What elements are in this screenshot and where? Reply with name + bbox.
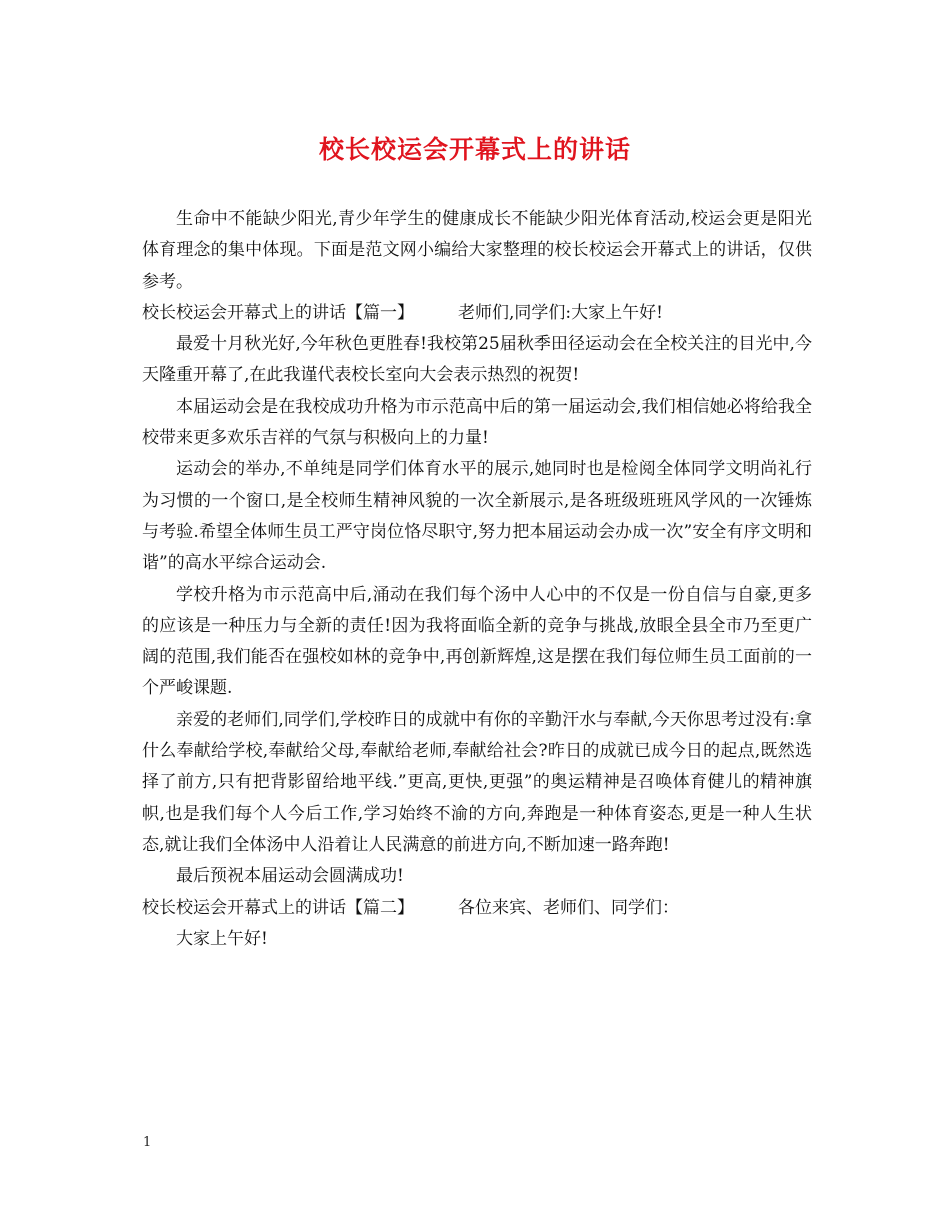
section-1-line (142, 298, 812, 329)
body-paragraph: 最爱十月秋光好,今年秋色更胜春!我校第25届秋季田径运动会在全校关注的目光中,今天隆重开幕了,在此我谨代表校长室向大会表示热烈的祝贺! (142, 334, 812, 386)
section-2-line (142, 893, 812, 924)
section-2-heading: 校长校运会开幕式上的讲话【篇二】 (142, 897, 414, 918)
section-1-heading: 校长校运会开幕式上的讲话【篇一】 (142, 302, 414, 323)
body-paragraph: 最后预祝本届运动会圆满成功! (176, 866, 404, 887)
section-2-greeting: 各位来宾、老师们、同学们： (458, 897, 679, 918)
intro-paragraph: 生命中不能缺少阳光,青少年学生的健康成长不能缺少阳光体育活动,校运会更是阳光体育理念的集中体现。下面是范文网小编给大家整理的校长校运会开幕式上的讲话，仅供参考。 (142, 209, 812, 292)
page-number: 1 (143, 1135, 152, 1150)
section-1-greeting: 老师们,同学们:大家上午好! (458, 302, 663, 323)
body-paragraph: 运动会的举办,不单纯是同学们体育水平的展示,她同时也是检阅全体同学文明尚礼行为习惯的一个窗口,是全校师生精神风貌的一次全新展示,是各班级班班风学风的一次锤炼与考验.希望全体师生员工严守岗位恪尽职守,努力把本届运动会办成一次”安全有序文明和谐”的高水平综合运动会. (142, 459, 812, 574)
document-title: 校长校运会开幕式上的讲话 (318, 135, 631, 164)
body-paragraph: 本届运动会是在我校成功升格为市示范高中后的第一届运动会,我们相信她必将给我全校带来更多欢乐吉祥的气氛与积极向上的力量! (142, 396, 812, 449)
body-paragraph: 亲爱的老师们,同学们,学校昨日的成就中有你的辛勤汗水与奉献,今天你思考过没有:拿什么奉献给学校,奉献给父母,奉献给老师,奉献给社会?昨日的成就已成今日的起点,既然选择了前方,只有把背影留给地平线.”更高,更快,更强”的奥运精神是召唤体育健儿的精神旗帜,也是我们每个人今后工作,学习始终不渝的方向,奔跑是一种体育姿态,更是一种人生状态,就让我们全体汤中人沿着让人民满意的前进方向,不断加速一路奔跑! (142, 709, 812, 855)
document-body (142, 204, 812, 955)
closing-paragraph: 大家上午好! (176, 928, 268, 949)
body-paragraph: 学校升格为市示范高中后,涌动在我们每个汤中人心中的不仅是一份自信与自豪,更多的应该是一种压力与全新的责任!因为我将面临全新的竞争与挑战,放眼全县全市乃至更广阔的范围,我们能否在强校如林的竞争中,再创新辉煌,这是摆在我们每位师生员工面前的一个严峻课题. (142, 584, 812, 699)
